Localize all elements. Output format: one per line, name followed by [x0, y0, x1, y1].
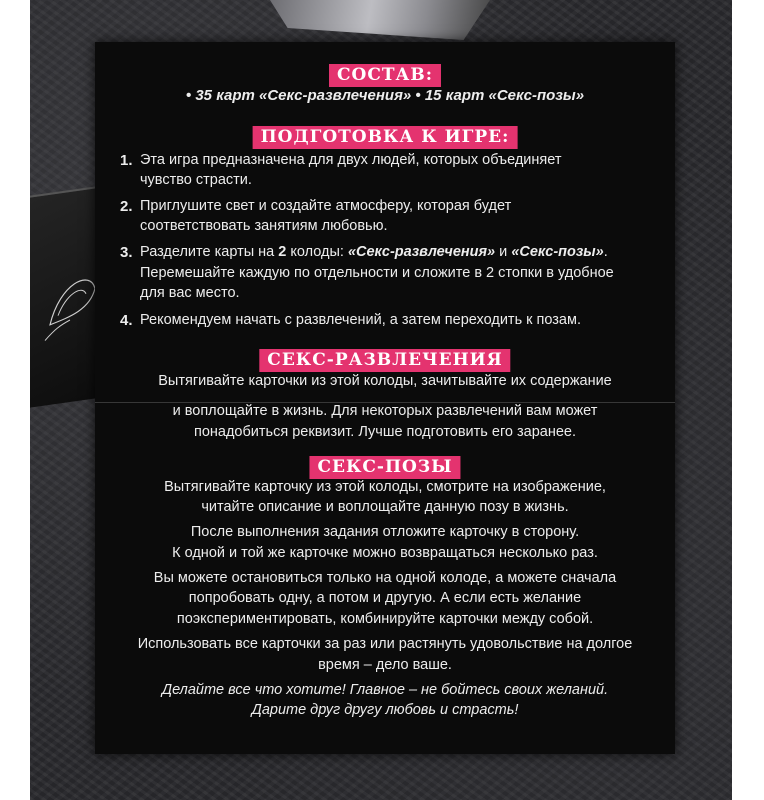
- poses-line-1: Вытягивайте карточку из этой колоды, смотрите на изображение,: [164, 479, 606, 495]
- poses-line-9: время – дело ваше.: [318, 657, 452, 673]
- prep-item-1-number: 1.: [120, 152, 133, 169]
- entertainment-heading: СЕКС-РАЗВЛЕЧЕНИЯ: [259, 349, 510, 372]
- prep-item-2-line-2: соответствовать занятиям любовью.: [140, 218, 388, 234]
- poses-line-6: попробовать одну, а потом и другую. А если есть желание: [188, 590, 582, 606]
- prep-item-3-line-1: [140, 244, 608, 260]
- prep-item-1-line-2: чувство страсти.: [140, 172, 252, 188]
- prep-item-3-count: 2: [278, 244, 287, 260]
- prep-item-3-deck-2: «Секс-позы»: [511, 244, 604, 260]
- prep-item-3-text-c: колоды:: [286, 244, 348, 260]
- prep-item-4-number: 4.: [120, 312, 133, 329]
- entertainment-line-1: Вытягивайте карточки из этой колоды, зачитывайте их содержание: [158, 373, 612, 389]
- composition-heading: СОСТАВ:: [329, 64, 441, 87]
- prep-item-3-text-e: и: [495, 244, 512, 260]
- prep-item-3-text-a: Разделите карты на: [140, 244, 279, 260]
- entertainment-line-3: понадобиться реквизит. Лучше подготовить его заранее.: [193, 424, 577, 440]
- poses-line-3: После выполнения задания отложите карточку в сторону.: [190, 524, 580, 540]
- poses-line-8: Использовать все карточки за раз или растянуть удовольствие на долгое: [137, 636, 633, 652]
- prep-item-4-line-1: Рекомендуем начать с развлечений, а затем переходить к позам.: [140, 312, 581, 328]
- prep-item-3-line-3: для вас место.: [140, 285, 240, 301]
- prep-item-3-text-g: .: [603, 244, 608, 260]
- composition-line: • 35 карт «Секс-развлечения» • 15 карт «Секс-позы»: [185, 87, 585, 104]
- preparation-heading: ПОДГОТОВКА К ИГРЕ:: [253, 126, 518, 149]
- poses-line-2: читайте описание и воплощайте данную позу в жизнь.: [201, 499, 569, 515]
- rose-drawing-icon: [40, 258, 100, 346]
- closing-line-2: Дарите друг другу любовь и страсть!: [251, 702, 519, 718]
- closing-line-1: Делайте все что хотите! Главное – не бойтесь своих желаний.: [161, 682, 609, 698]
- poses-line-7: поэкспериментировать, комбинируйте карточки между собой.: [176, 611, 594, 627]
- entertainment-line-2: и воплощайте в жизнь. Для некоторых развлечений вам может: [172, 403, 598, 419]
- prep-item-3-deck-1: «Секс-развлечения»: [347, 244, 496, 260]
- prep-item-2-number: 2.: [120, 198, 133, 215]
- prep-item-3-line-2: Перемешайте каждую по отдельности и сложите в 2 стопки в удобное: [140, 265, 614, 281]
- poses-line-5: Вы можете остановиться только на одной колоде, а можете сначала: [153, 570, 617, 586]
- poses-heading: СЕКС-ПОЗЫ: [309, 456, 460, 479]
- prep-item-3-number: 3.: [120, 244, 133, 261]
- poses-line-4: К одной и той же карточке можно возвращаться несколько раз.: [172, 545, 598, 561]
- prep-item-1-line-1: Эта игра предназначена для двух людей, которых объединяет: [140, 152, 562, 168]
- prep-item-2-line-1: Приглушите свет и создайте атмосферу, которая будет: [140, 198, 512, 214]
